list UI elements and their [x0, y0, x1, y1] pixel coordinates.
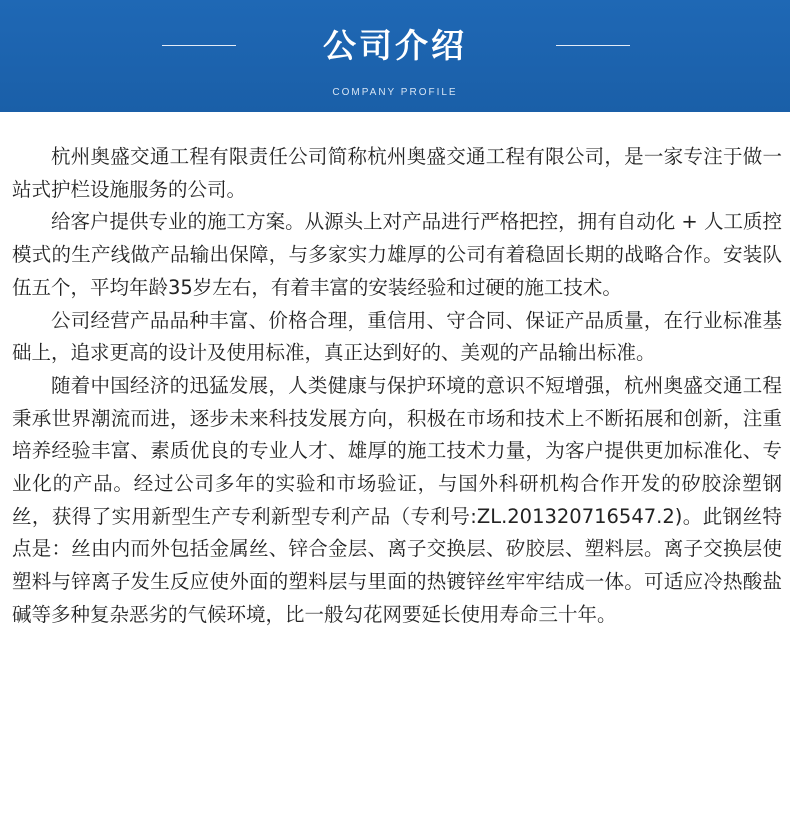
page-subtitle: COMPANY PROFILE [332, 87, 458, 98]
paragraph-service: 给客户提供专业的施工方案。从源头上对产品进行严格把控，拥有自动化 + 人工质控模式的生产线做产品输出保障，与多家实力雄厚的公司有着稳固长期的战略合作。安装队伍五个，平均年龄35岁左右，有着丰富的安装经验和过硬的施工技术。 [12, 210, 782, 299]
paragraph-intro: 杭州奥盛交通工程有限责任公司简称杭州奥盛交通工程有限公司，是一家专注于做一站式护栏设施服务的公司。 [12, 145, 782, 201]
company-profile-text [12, 141, 782, 632]
paragraph-products: 公司经营产品品种丰富、价格合理，重信用、守合同、保证产品质量，在行业标准基础上，追求更高的设计及使用标准，真正达到好的、美观的产品输出标准。 [12, 308, 782, 365]
paragraph-development: 随着中国经济的迅猛发展，人类健康与保护环境的意识不短增强，杭州奥盛交通工程秉承世界潮流而进，逐步未来科技发展方向，积极在市场和技术上不断拓展和创新，注重培养经验丰富、素质优良的专业人才、雄厚的施工技术力量，为客户提供更加标准化、专业化的产品。经过公司多年的实验和市场验证，与国外科研机构合作开发的矽胶涂塑钢丝，获得了实用新型生产专利新型专利产品（专利号:ZL.201320716547.2)。此钢丝特点是：丝由内而外包括金属丝、锌合金层、离子交换层、矽胶层、塑料层。离子交换层使塑料与锌离子发生反应使外面的塑料层与里面的热镀锌丝牢牢结成一体。可适应冷热酸盐碱等多种复杂恶劣的气候环境，比一般勾花网要延长使用寿命三十年。 [12, 373, 782, 626]
page-header [0, 0, 790, 112]
page-title: 公司介绍 [323, 26, 467, 65]
